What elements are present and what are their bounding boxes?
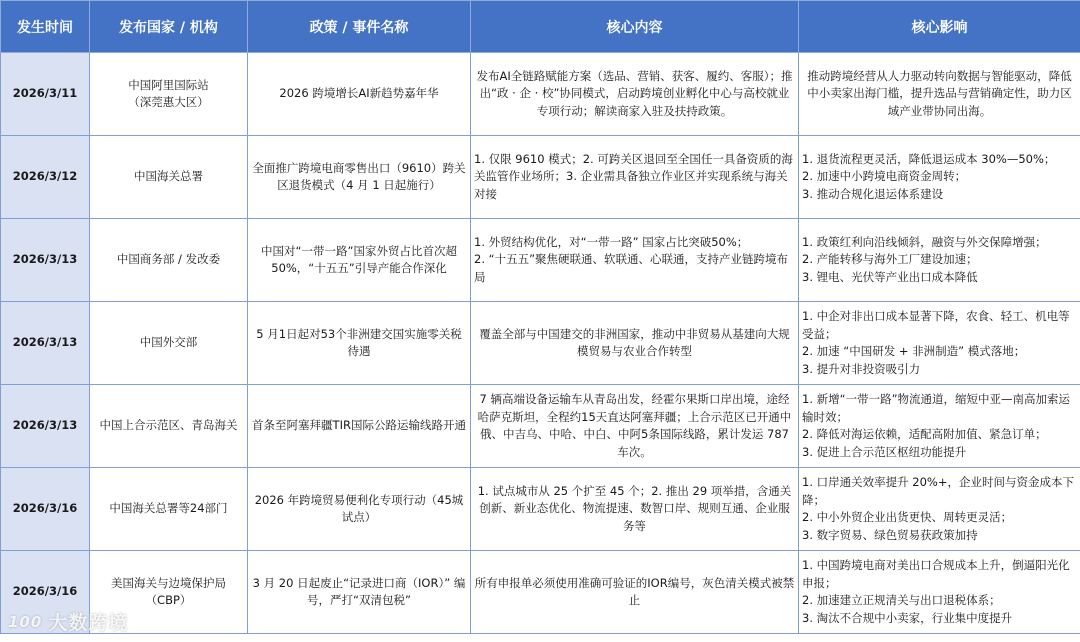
header-org: 发布国家 / 机构 (90, 1, 248, 53)
org-cell-line: （深莞惠大区） (128, 95, 209, 109)
table-row (1, 302, 1080, 385)
table-row (1, 468, 1080, 551)
impact-cell (799, 551, 1080, 634)
impact-cell-line: 2. 产能转移与海外工厂建设加速； (802, 252, 978, 267)
impact-cell (799, 136, 1080, 219)
watermark-text: 大数跨境 (48, 612, 129, 634)
content-cell-line: 覆盖全部与中国建交的非洲国家，推动中非贸易从基建向大规模贸易与农业合作转型 (479, 326, 790, 358)
table-row (1, 53, 1080, 136)
impact-cell-line: 1. 口岸通关效率提升 20%+，企业时间与资金成本下降； (802, 475, 1074, 507)
content-cell-line: 1. 仅限 9610 模式；2. 可跨关区退回至全国任一具备资质的海关监管作业场所；3. 企业需具备独立作业区并实现系统与海关对接 (474, 151, 793, 201)
org-cell-line: 中国海关总署等24部门 (109, 501, 228, 516)
header-date: 发生时间 (1, 1, 90, 53)
impact-cell (799, 53, 1080, 136)
event-cell (248, 551, 471, 634)
impact-cell (799, 219, 1080, 302)
content-cell (471, 302, 799, 385)
org-cell (90, 53, 248, 136)
content-cell-line: 所有申报单必须使用准确可验证的IOR编号，灰色清关模式被禁止 (474, 575, 795, 607)
watermark (8, 608, 128, 635)
org-cell-line: 中国上合示范区、青岛海关 (99, 418, 238, 433)
content-cell (471, 468, 799, 551)
content-cell-line: 2. “十五五”聚焦硬联通、软联通、心联通，支持产业链跨境布局 (474, 252, 789, 284)
impact-cell-line: 2. 加速中小跨境电商资金周转； (802, 169, 967, 184)
date-cell: 2026/3/13 (1, 219, 90, 302)
event-cell-line: 2026 年跨境贸易便利化专项行动（45城试点） (254, 492, 464, 524)
impact-cell (799, 302, 1080, 385)
org-cell-line: （CBP） (145, 593, 192, 607)
impact-cell-line: 3. 推动合规化退运体系建设 (802, 186, 944, 201)
org-cell (90, 468, 248, 551)
date-cell: 2026/3/16 (1, 468, 90, 551)
impact-cell (799, 468, 1080, 551)
header-content: 核心内容 (471, 1, 799, 53)
header-row (1, 1, 1080, 53)
impact-cell-line: 1. 退货流程更灵活，降低退运成本 30%—50%； (802, 151, 1056, 166)
impact-cell-line: 2. 中小外贸企业出货更快、周转更灵活； (802, 510, 1013, 524)
content-cell (471, 385, 799, 468)
impact-cell-line: 3. 淘汰不合规中小卖家，行业集中度提升 (802, 610, 1013, 625)
event-cell-line: 首条至阿塞拜疆TIR国际公路运输线路开通 (252, 418, 466, 433)
org-cell (90, 385, 248, 468)
impact-cell-line: 3. 锂电、光伏等产业出口成本降低 (802, 269, 978, 284)
table-row (1, 136, 1080, 219)
impact-cell-line: 3. 数字贸易、绿色贸易获政策加持 (802, 527, 978, 542)
event-cell (248, 385, 471, 468)
org-cell (90, 302, 248, 385)
watermark-logo-icon: 100 (8, 612, 43, 631)
impact-cell (799, 385, 1080, 468)
header-impact: 核心影响 (799, 1, 1080, 53)
impact-cell-line: 2. 降低对海运依赖，适配高附加值、紧急订单； (802, 427, 1047, 441)
event-cell-line: 中国对“一带一路”国家外贸占比首次超 50%，“十五五”引导产能合作深化 (261, 243, 457, 275)
table-row (1, 385, 1080, 468)
content-cell-line: 1. 外贸结构优化，对“一带一路” 国家占比突破50%； (474, 234, 749, 249)
event-cell-line: 2026 跨境增长AI新趋势嘉年华 (279, 86, 439, 101)
date-cell: 2026/3/11 (1, 53, 90, 136)
content-cell-line: 7 辆高端设备运输车从青岛出发，经霍尔果斯口岸出境，途经哈萨克斯坦，全程约15天直达阿塞拜疆；上合示范区已开通中俄、中吉乌、中哈、中白、中阿5条国际线路，累计发运 787 车次。 (477, 392, 792, 459)
event-cell-line: 全面推广跨境电商零售出口（9610）跨关区退货模式（4 月 1 日起施行） (252, 160, 466, 192)
impact-cell-line: 推动跨境经营从人力驱动转向数据与智能驱动，降低中小卖家出海门槛，提升选品与营销确定性，助力区域产业带协同出海。 (807, 68, 1072, 118)
impact-cell-line: 3. 提升对非投资吸引力 (802, 361, 921, 376)
impact-cell-line: 2. 加速 “中国研发 + 非洲制造” 模式落地； (802, 344, 1026, 358)
org-cell-line: 中国海关总署 (134, 169, 203, 184)
event-cell (248, 302, 471, 385)
impact-cell-line: 1. 政策红利向沿线倾斜，融资与外交保障增强； (802, 234, 1047, 249)
impact-cell-line: 1. 中企对非出口成本显著下降，农食、轻工、机电等受益； (802, 309, 1070, 341)
date-cell: 2026/3/13 (1, 385, 90, 468)
org-cell-line: 美国海关与边境保护局 (111, 575, 226, 590)
org-cell (90, 136, 248, 219)
content-cell (471, 551, 799, 634)
table-row (1, 551, 1080, 634)
event-cell-line: 3 月 20 日起废止“记录进口商（IOR）” 编号，严打“双清包税” (252, 575, 466, 607)
impact-cell-line: 1. 中国跨境电商对美出口合规成本上升，倒逼阳光化申报； (802, 558, 1070, 590)
content-cell-line: 发布AI全链路赋能方案（选品、营销、获客、履约、客服）；推出“政 · 企 · 校”协同模式，启动跨境创业孵化中心与高校就业专项行动；解读商家入驻及扶持政策。 (476, 68, 793, 118)
org-cell-line: 中国阿里国际站 (128, 77, 209, 92)
table-row (1, 219, 1080, 302)
date-cell: 2026/3/12 (1, 136, 90, 219)
event-cell (248, 136, 471, 219)
event-cell-line: 5 月1日起对53个非洲建交国实施零关税待遇 (256, 326, 462, 358)
org-cell-line: 中国商务部 / 发改委 (116, 252, 221, 267)
content-cell (471, 53, 799, 136)
content-cell-line: 1. 试点城市从 25 个扩至 45 个；2. 推出 29 项举措，含通关创新、新业态优化、物流提速、数智口岸、规则互通、企业服务等 (477, 483, 792, 533)
org-cell-line: 中国外交部 (139, 335, 198, 350)
event-cell (248, 468, 471, 551)
impact-cell-line: 2. 加速建立正规清关与出口退税体系； (802, 593, 1001, 607)
event-cell (248, 53, 471, 136)
content-cell (471, 136, 799, 219)
impact-cell-line: 3. 促进上合示范区枢纽功能提升 (802, 444, 967, 459)
impact-cell-line: 1. 新增“一带一路”物流通道，缩短中亚—南高加索运输时效； (802, 392, 1071, 424)
date-cell: 2026/3/13 (1, 302, 90, 385)
header-event: 政策 / 事件名称 (248, 1, 471, 53)
date-cell: 2026/3/16 (1, 551, 90, 634)
event-cell (248, 219, 471, 302)
content-cell (471, 219, 799, 302)
org-cell (90, 219, 248, 302)
